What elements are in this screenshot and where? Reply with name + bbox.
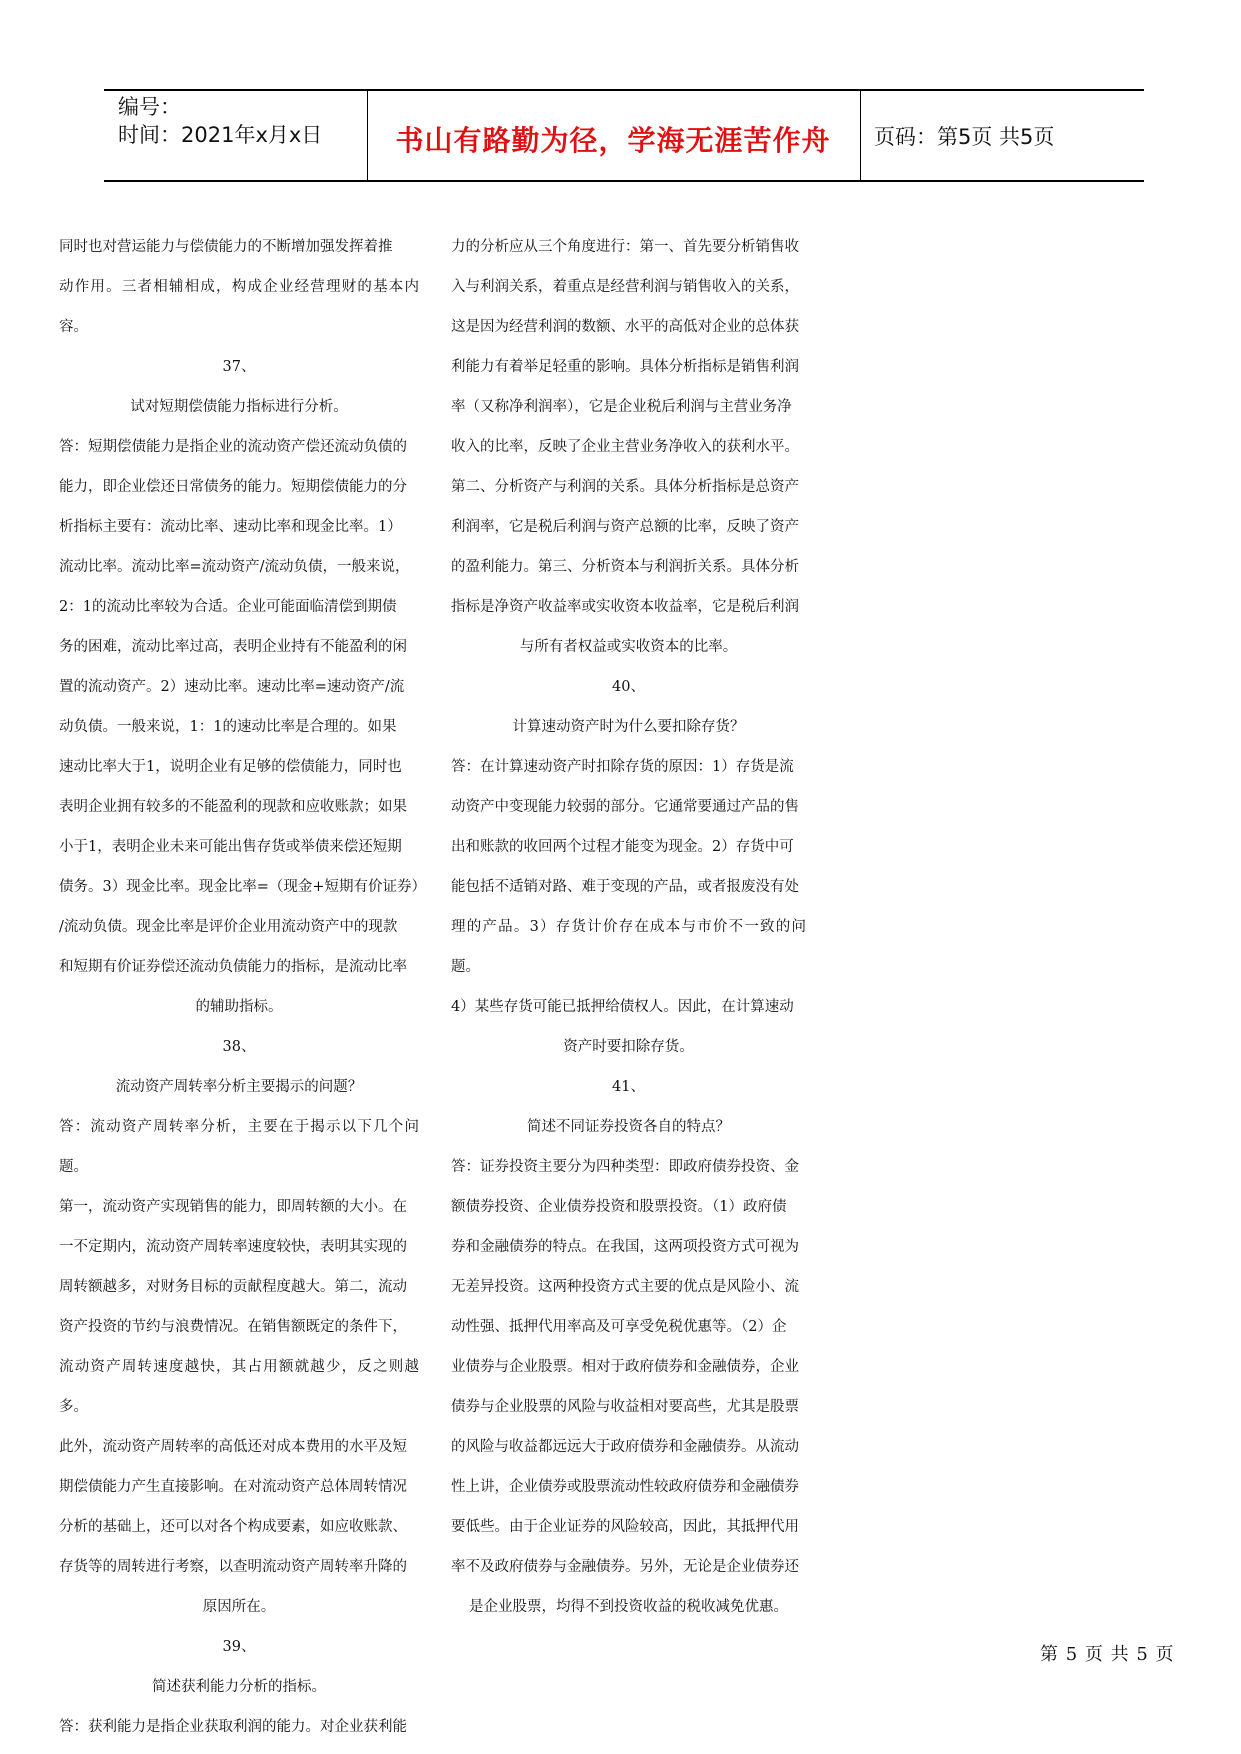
text-line: 此外，流动资产周转率的高低还对成本费用的水平及短 <box>59 1439 407 1455</box>
text-line: 动资产中变现能力较弱的部分。它通常要通过产品的售 <box>451 799 799 815</box>
text-line: 置的流动资产。2）速动比率。速动比率=速动资产/流 <box>59 679 405 695</box>
text-line: 能力，即企业偿还日常债务的能力。短期偿债能力的分 <box>59 479 407 495</box>
text-line: 存货等的周转进行考察，以查明流动资产周转率升降的 <box>59 1559 407 1575</box>
text-line: 业债券与企业股票。相对于政府债券和金融债券，企业 <box>451 1359 799 1375</box>
text-line: 无差异投资。这两种投资方式主要的优点是风险小、流 <box>451 1279 799 1295</box>
text-line: 力的分析应从三个角度进行：第一、首先要分析销售收 <box>451 239 799 255</box>
text-line: 2：1的流动比率较为合适。企业可能面临清偿到期债 <box>59 599 397 615</box>
text-line: 一不定期内，流动资产周转率速度较快，表明其实现的 <box>59 1239 407 1255</box>
text-line: 务的困难，流动比率过高，表明企业持有不能盈利的闲 <box>59 639 407 655</box>
text-line: 性上讲，企业债券或股票流动性较政府债券和金融债券 <box>451 1479 799 1495</box>
header-meta <box>118 93 358 149</box>
text-line: 同时也对营运能力与偿债能力的不断增加强发挥着推 <box>59 239 393 255</box>
text-line: 答：证券投资主要分为四种类型：即政府债券投资、金 <box>451 1159 799 1175</box>
text-line: 第二、分析资产与利润的关系。具体分析指标是总资产 <box>451 479 799 495</box>
page-header <box>104 89 1144 182</box>
text-line: 周转额越多，对财务目标的贡献程度越大。第二，流动 <box>59 1279 407 1295</box>
text-line: 是企业股票，均得不到投资收益的税收减免优惠。 <box>469 1599 788 1615</box>
text-line: 38、 <box>222 1039 256 1055</box>
text-line: 券和金融债券的特点。在我国，这两项投资方式可视为 <box>451 1239 799 1255</box>
text-line: 利润率，它是税后利润与资产总额的比率，反映了资产 <box>451 519 799 535</box>
text-line: 4）某些存货可能已抵押给债权人。因此，在计算速动 <box>451 999 794 1015</box>
text-line: 小于1，表明企业未来可能出售存货或举债来偿还短期 <box>59 839 402 855</box>
text-line: 的风险与收益都远远大于政府债券和金融债券。从流动 <box>451 1439 799 1455</box>
text-line: 表明企业拥有较多的不能盈利的现款和应收账款；如果 <box>59 799 407 815</box>
header-motto: 书山有路勤为径，学海无涯苦作舟 <box>395 124 831 157</box>
text-line: 和短期有价证券偿还流动负债能力的指标，是流动比率 <box>59 959 407 975</box>
text-line: 率不及政府债券与金融债券。另外，无论是企业债券还 <box>451 1559 799 1575</box>
text-line: 40、 <box>612 679 645 695</box>
header-page-label: 页码：第5页 共5页 <box>874 125 1055 149</box>
document-number-label: 编号： <box>118 95 181 119</box>
text-line: 额债券投资、企业债券投资和股票投资。（1）政府债 <box>451 1199 787 1215</box>
text-line: 动作用。三者相辅相成，构成企业经营理财的基本内容。 <box>59 279 419 335</box>
text-line: 债务。3）现金比率。现金比率=（现金+短期有价证券） <box>59 879 427 895</box>
text-line: 答：流动资产周转率分析，主要在于揭示以下几个问题。 <box>59 1119 419 1175</box>
header-top-rule <box>104 89 1144 91</box>
text-line: 答：短期偿债能力是指企业的流动资产偿还流动负债的 <box>59 439 407 455</box>
text-line: 答：在计算速动资产时扣除存货的原因：1）存货是流 <box>451 759 794 775</box>
text-line: 流动比率。流动比率=流动资产/流动负债，一般来说， <box>59 559 410 575</box>
text-line: 理的产品。3）存货计价存在成本与市价不一致的问题。 <box>451 919 806 975</box>
text-line: 计算速动资产时为什么要扣除存货？ <box>512 719 745 735</box>
text-line: 的盈利能力。第三、分析资本与利润折关系。具体分析 <box>451 559 799 575</box>
text-line: 资产投资的节约与浪费情况。在销售额既定的条件下， <box>59 1319 407 1335</box>
text-line: 流动资产周转率分析主要揭示的问题？ <box>115 1079 363 1095</box>
text-line: 答：获利能力是指企业获取利润的能力。对企业获利能 <box>59 1719 407 1735</box>
text-line: 收入的比率，反映了企业主营业务净收入的获利水平。 <box>451 439 799 455</box>
text-line: 动负债。一般来说，1：1的速动比率是合理的。如果 <box>59 719 397 735</box>
text-line: 入与利润关系，着重点是经营利润与销售收入的关系， <box>451 279 799 295</box>
text-line: 析指标主要有：流动比率、速动比率和现金比率。1） <box>59 519 402 535</box>
text-line: 率（又称净利润率），它是企业税后利润与主营业务净 <box>451 399 792 415</box>
text-line: 41、 <box>612 1079 645 1095</box>
document-time-label: 时间：2021年x月x日 <box>118 123 323 147</box>
text-line: 分析的基础上，还可以对各个构成要素，如应收账款、 <box>59 1519 407 1535</box>
text-line: 流动资产周转速度越快，其占用额就越少，反之则越多。 <box>59 1359 419 1415</box>
text-line: 利能力有着举足轻重的影响。具体分析指标是销售利润 <box>451 359 799 375</box>
text-line: 39、 <box>222 1639 256 1655</box>
text-line: 能包括不适销对路、难于变现的产品，或者报废没有处 <box>451 879 799 895</box>
text-line: 速动比率大于1，说明企业有足够的偿债能力，同时也 <box>59 759 402 775</box>
header-bottom-rule <box>104 180 1144 182</box>
text-line: 这是因为经营利润的数额、水平的高低对企业的总体获 <box>451 319 799 335</box>
page-footer: 第 5 页 共 5 页 <box>1040 1644 1175 1665</box>
right-text-column <box>451 227 806 1627</box>
text-line: 指标是净资产收益率或实收资本收益率，它是税后利润 <box>451 599 799 615</box>
text-line: 要低些。由于企业证券的风险较高，因此，其抵押代用 <box>451 1519 799 1535</box>
text-line: 资产时要扣除存货。 <box>563 1039 694 1055</box>
text-line: 期偿债能力产生直接影响。在对流动资产总体周转情况 <box>59 1479 407 1495</box>
left-text-column <box>59 227 427 1747</box>
header-divider-left <box>367 89 368 182</box>
text-line: 简述不同证券投资各自的特点？ <box>527 1119 730 1135</box>
header-divider-right <box>860 89 861 182</box>
text-line: 动性强、抵押代用率高及可享受免税优惠等。（2）企 <box>451 1319 787 1335</box>
text-line: 试对短期偿债能力指标进行分析。 <box>130 399 348 415</box>
text-line: /流动负债。现金比率是评价企业用流动资产中的现款 <box>59 919 398 935</box>
text-line: 的辅助指标。 <box>195 999 283 1015</box>
text-line: 37、 <box>222 359 256 375</box>
text-line: 第一，流动资产实现销售的能力，即周转额的大小。在 <box>59 1199 407 1215</box>
text-line: 债券与企业股票的风险与收益相对要高些，尤其是股票 <box>451 1399 799 1415</box>
text-line: 出和账款的收回两个过程才能变为现金。2）存货中可 <box>451 839 794 855</box>
text-line: 与所有者权益或实收资本的比率。 <box>519 639 738 655</box>
text-line: 简述获利能力分析的指标。 <box>152 1679 326 1695</box>
text-line: 原因所在。 <box>202 1599 276 1615</box>
